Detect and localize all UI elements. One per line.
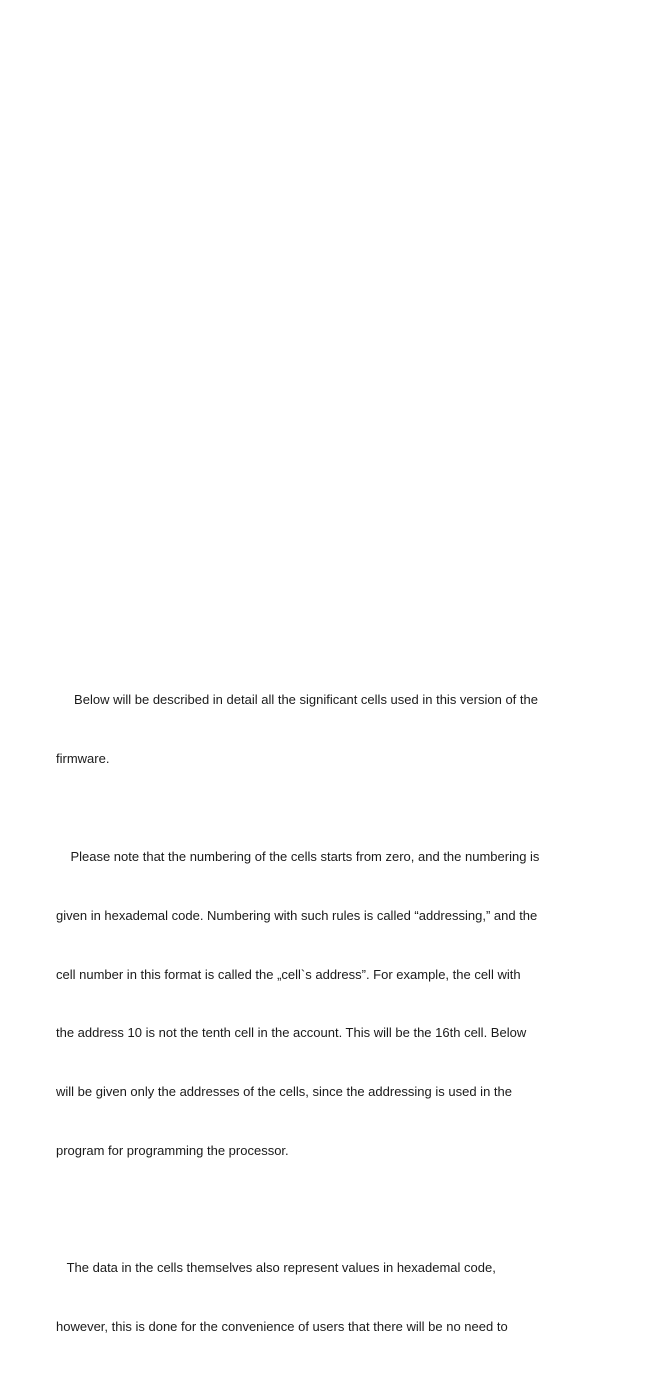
- paragraph-cell-data: [56, 1219, 616, 1376]
- text-line: firmware.: [56, 750, 110, 766]
- text-line: will be given only the addresses of the cells, since the addressing is used in the: [56, 1084, 512, 1100]
- text-line: Below will be described in detail all the significant cells used in this version of the: [56, 692, 538, 708]
- text-line: program for programming the processor.: [56, 1142, 289, 1158]
- text-line: Please note that the numbering of the cells starts from zero, and the numbering is: [56, 848, 540, 864]
- paragraph-firmware-cells: [56, 651, 616, 808]
- body-text: [56, 651, 616, 1376]
- paragraph-addressing: [56, 808, 616, 1200]
- text-line: given in hexademal code. Numbering with such rules is called “addressing,” and the: [56, 907, 538, 923]
- text-line: cell number in this format is called the „cell`s address”. For example, the cell with: [56, 966, 521, 982]
- text-line: the address 10 is not the tenth cell in the account. This will be the 16th cell. Below: [56, 1025, 527, 1041]
- text-line: The data in the cells themselves also represent values in hexademal code,: [56, 1260, 496, 1276]
- paragraph-gap: [56, 1200, 616, 1220]
- text-line: however, this is done for the convenience of users that there will be no need to: [56, 1319, 508, 1335]
